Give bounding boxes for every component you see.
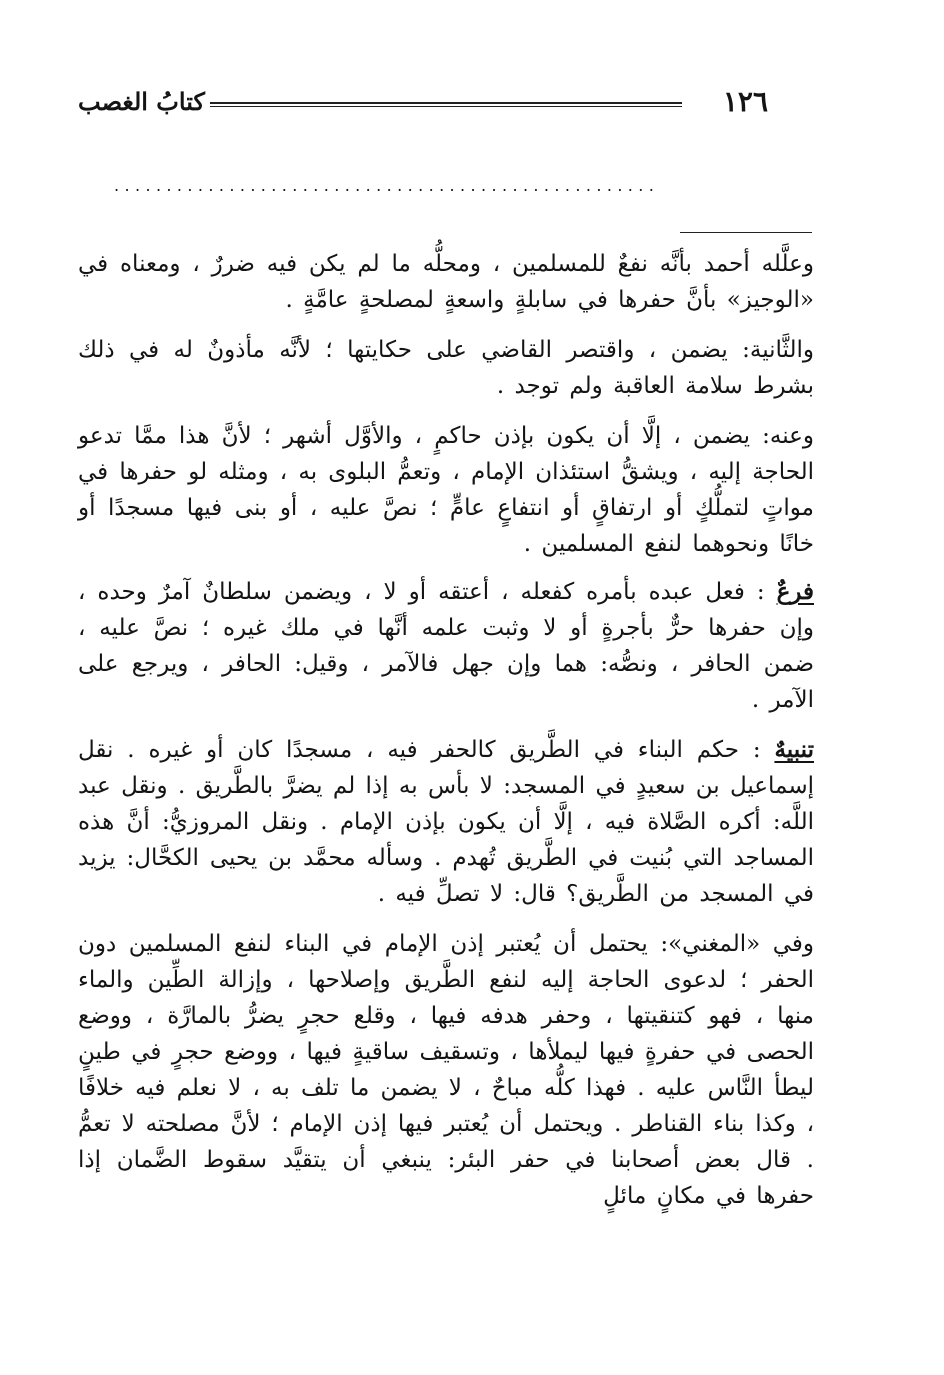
paragraph-1 xyxy=(78,246,814,318)
paragraph-6 xyxy=(78,926,814,1214)
dotted-line: .................................................... xyxy=(114,176,660,195)
page-number: ١٢٦ xyxy=(722,85,768,118)
paragraph-2-text: والثَّانية: يضمن ، واقتصر القاضي على حكايتها ؛ لأنَّه مأذونٌ له في ذلك بشرط سلامة العاقبة ولم توجد . xyxy=(78,337,814,399)
paragraph-2 xyxy=(78,332,814,404)
paragraph-6-text: وفي «المغني»: يحتمل أن يُعتبر إذن الإمام في البناء لنفع المسلمين دون الحفر ؛ لدعوى الحاجة إليه لنفع الطَّريق وإصلاحها ، وإزالة الطِّين والماء منها ، فهو كتنقيتها ، وحفر هدفه فيها ، وقلع حجرٍ يضرُّ بالمارَّة ، ووضع الحصى في حفرةٍ فيها ليملأها ، وتسقيف ساقيةٍ فيها ، ووضع حجرٍ في طينٍ ليطأ النَّاس عليه . فهذا كلُّه مباحٌ ، لا يضمن ما تلف به ، لا نعلم فيه خلافًا ، وكذا بناء القناطر . ويحتمل أن يُعتبر فيها إذن الإمام ؛ لأنَّ مصلحته لا تعمُّ . قال بعض أصحابنا في حفر البئر: ينبغي أن يتقيَّد سقوط الضَّمان إذا حفرها في مكانٍ مائلٍ xyxy=(78,931,814,1209)
paragraph-3-text: وعنه: يضمن ، إلَّا أن يكون بإذن حاكمٍ ، والأوَّل أشهر ؛ لأنَّ هذا ممَّا تدعو الحاجة إليه ، ويشقُّ استئذان الإمام ، وتعمُّ البلوى به ، ومثله لو حفرها في مواتٍ لتملُّكٍ أو ارتفاقٍ أو انتفاعٍ عامٍّ ؛ نصَّ عليه ، أو بنى فيها مسجدًا أو خانًا ونحوهما لنفع المسلمين . xyxy=(78,423,814,557)
running-title: كتابُ الغصب xyxy=(78,87,205,116)
paragraph-4-heading: فرعٌ xyxy=(776,578,814,605)
paragraph-5-text: : حكم البناء في الطَّريق كالحفر فيه ، مسجدًا كان أو غيره . نقل إسماعيل بن سعيدٍ في المسجد: لا بأس به إذا لم يضرَّ بالطَّريق . ونقل عبد اللَّه: أكره الصَّلاة فيه ، إلَّا أن يكون بإذن الإمام . ونقل المروزيُّ: أنَّ هذه المساجد التي بُنيت في الطَّريق تُهدم . وسأله محمَّد بن يحيى الكحَّال: يزيد في المسجد من الطَّريق؟ قال: لا تصلِّ فيه . xyxy=(78,737,814,907)
paragraph-4 xyxy=(78,574,814,718)
paragraph-5 xyxy=(78,732,814,912)
footnote-separator xyxy=(680,232,812,233)
page-header xyxy=(78,82,768,122)
header-rule xyxy=(210,102,682,107)
paragraph-1-text: وعلَّله أحمد بأنَّه نفعٌ للمسلمين ، ومحلُّه ما لم يكن فيه ضررٌ ، ومعناه في «الوجيز» بأنَّ حفرها في سابلةٍ واسعةٍ لمصلحةٍ عامَّةٍ . xyxy=(78,251,814,313)
paragraph-5-heading: تنبيهٌ xyxy=(774,736,814,763)
paragraph-4-text: : فعل عبده بأمره كفعله ، أعتقه أو لا ، ويضمن سلطانٌ آمرٌ وحده ، وإن حفرها حرٌّ بأجرةٍ أو لا وثبت علمه أنَّها في ملك غيره ؛ نصَّ عليه ، ضمن الحافر ، ونصُّه: هما وإن جهل فالآمر ، وقيل: الحافر ، ويرجع على الآمر . xyxy=(78,579,814,713)
body-text xyxy=(78,246,814,1214)
paragraph-3 xyxy=(78,418,814,562)
